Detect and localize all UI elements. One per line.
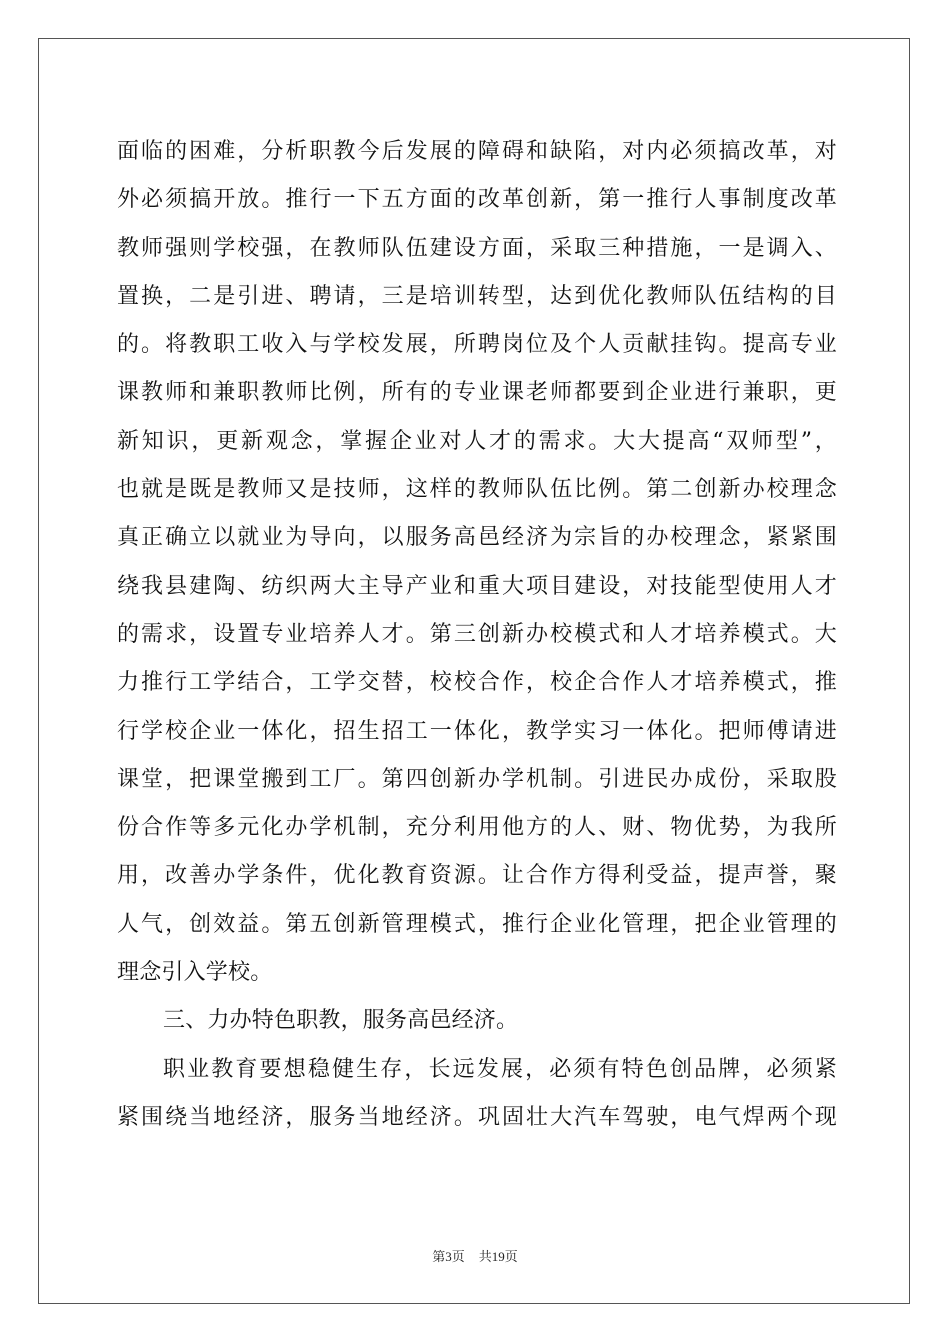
text-line: 课教师和兼职教师比例，所有的专业课老师都要到企业进行兼职，更 [117,380,837,406]
page-footer [0,1246,950,1265]
page-number: 第3页 [432,1249,465,1264]
text-line: 教师强则学校强，在教师队伍建设方面，采取三种措施，一是调入、 [117,235,837,261]
text-line: 用，改善办学条件，优化教育资源。让合作方得利受益，提声誉，聚 [117,863,837,889]
text-line: 也就是既是教师又是技师，这样的教师队伍比例。第二创新办校理念 [117,477,837,503]
text-line: 课堂，把课堂搬到工厂。第四创新办学机制。引进民办成份，采取股 [117,766,837,792]
text-line: 绕我县建陶、纺织两大主导产业和重大项目建设，对技能型使用人才 [117,573,837,599]
text-line: 外必须搞开放。推行一下五方面的改革创新，第一推行人事制度改革 [117,187,837,213]
document-body [117,128,837,1142]
text-line: 份合作等多元化办学机制，充分利用他方的人、财、物优势，为我所 [117,815,837,841]
text-line: 面临的困难，分析职教今后发展的障碍和缺陷，对内必须搞改革，对 [117,139,837,164]
text-line: 行学校企业一体化，招生招工一体化，教学实习一体化。把师傅请进 [117,718,837,744]
text-line: 理念引入学校。 [117,960,273,986]
text-line: 人气，创效益。第五创新管理模式，推行企业化管理，把企业管理的 [117,911,837,937]
page-total: 共19页 [478,1249,518,1264]
text-line: 紧围绕当地经济，服务当地经济。巩固壮大汽车驾驶，电气焊两个现 [117,1104,837,1130]
text-line: 新知识，更新观念，掌握企业对人才的需求。大大提高“双师型”， [117,428,837,454]
paragraph-first-line: 职业教育要想稳健生存，长远发展，必须有特色创品牌，必须紧 [163,1056,837,1082]
text-line: 的。将教职工收入与学校发展，所聘岗位及个人贡献挂钩。提高专业 [117,332,837,358]
text-line: 的需求，设置专业培养人才。第三创新办校模式和人才培养模式。大 [117,621,837,647]
text-line: 力推行工学结合，工学交替，校校合作，校企合作人才培养模式，推 [117,670,837,696]
section-heading: 三、力办特色职教，服务高邑经济。 [163,1008,519,1034]
text-line: 真正确立以就业为导向，以服务高邑经济为宗旨的办校理念，紧紧围 [117,525,837,551]
text-line: 置换，二是引进、聘请，三是培训转型，达到优化教师队伍结构的目 [117,283,837,309]
